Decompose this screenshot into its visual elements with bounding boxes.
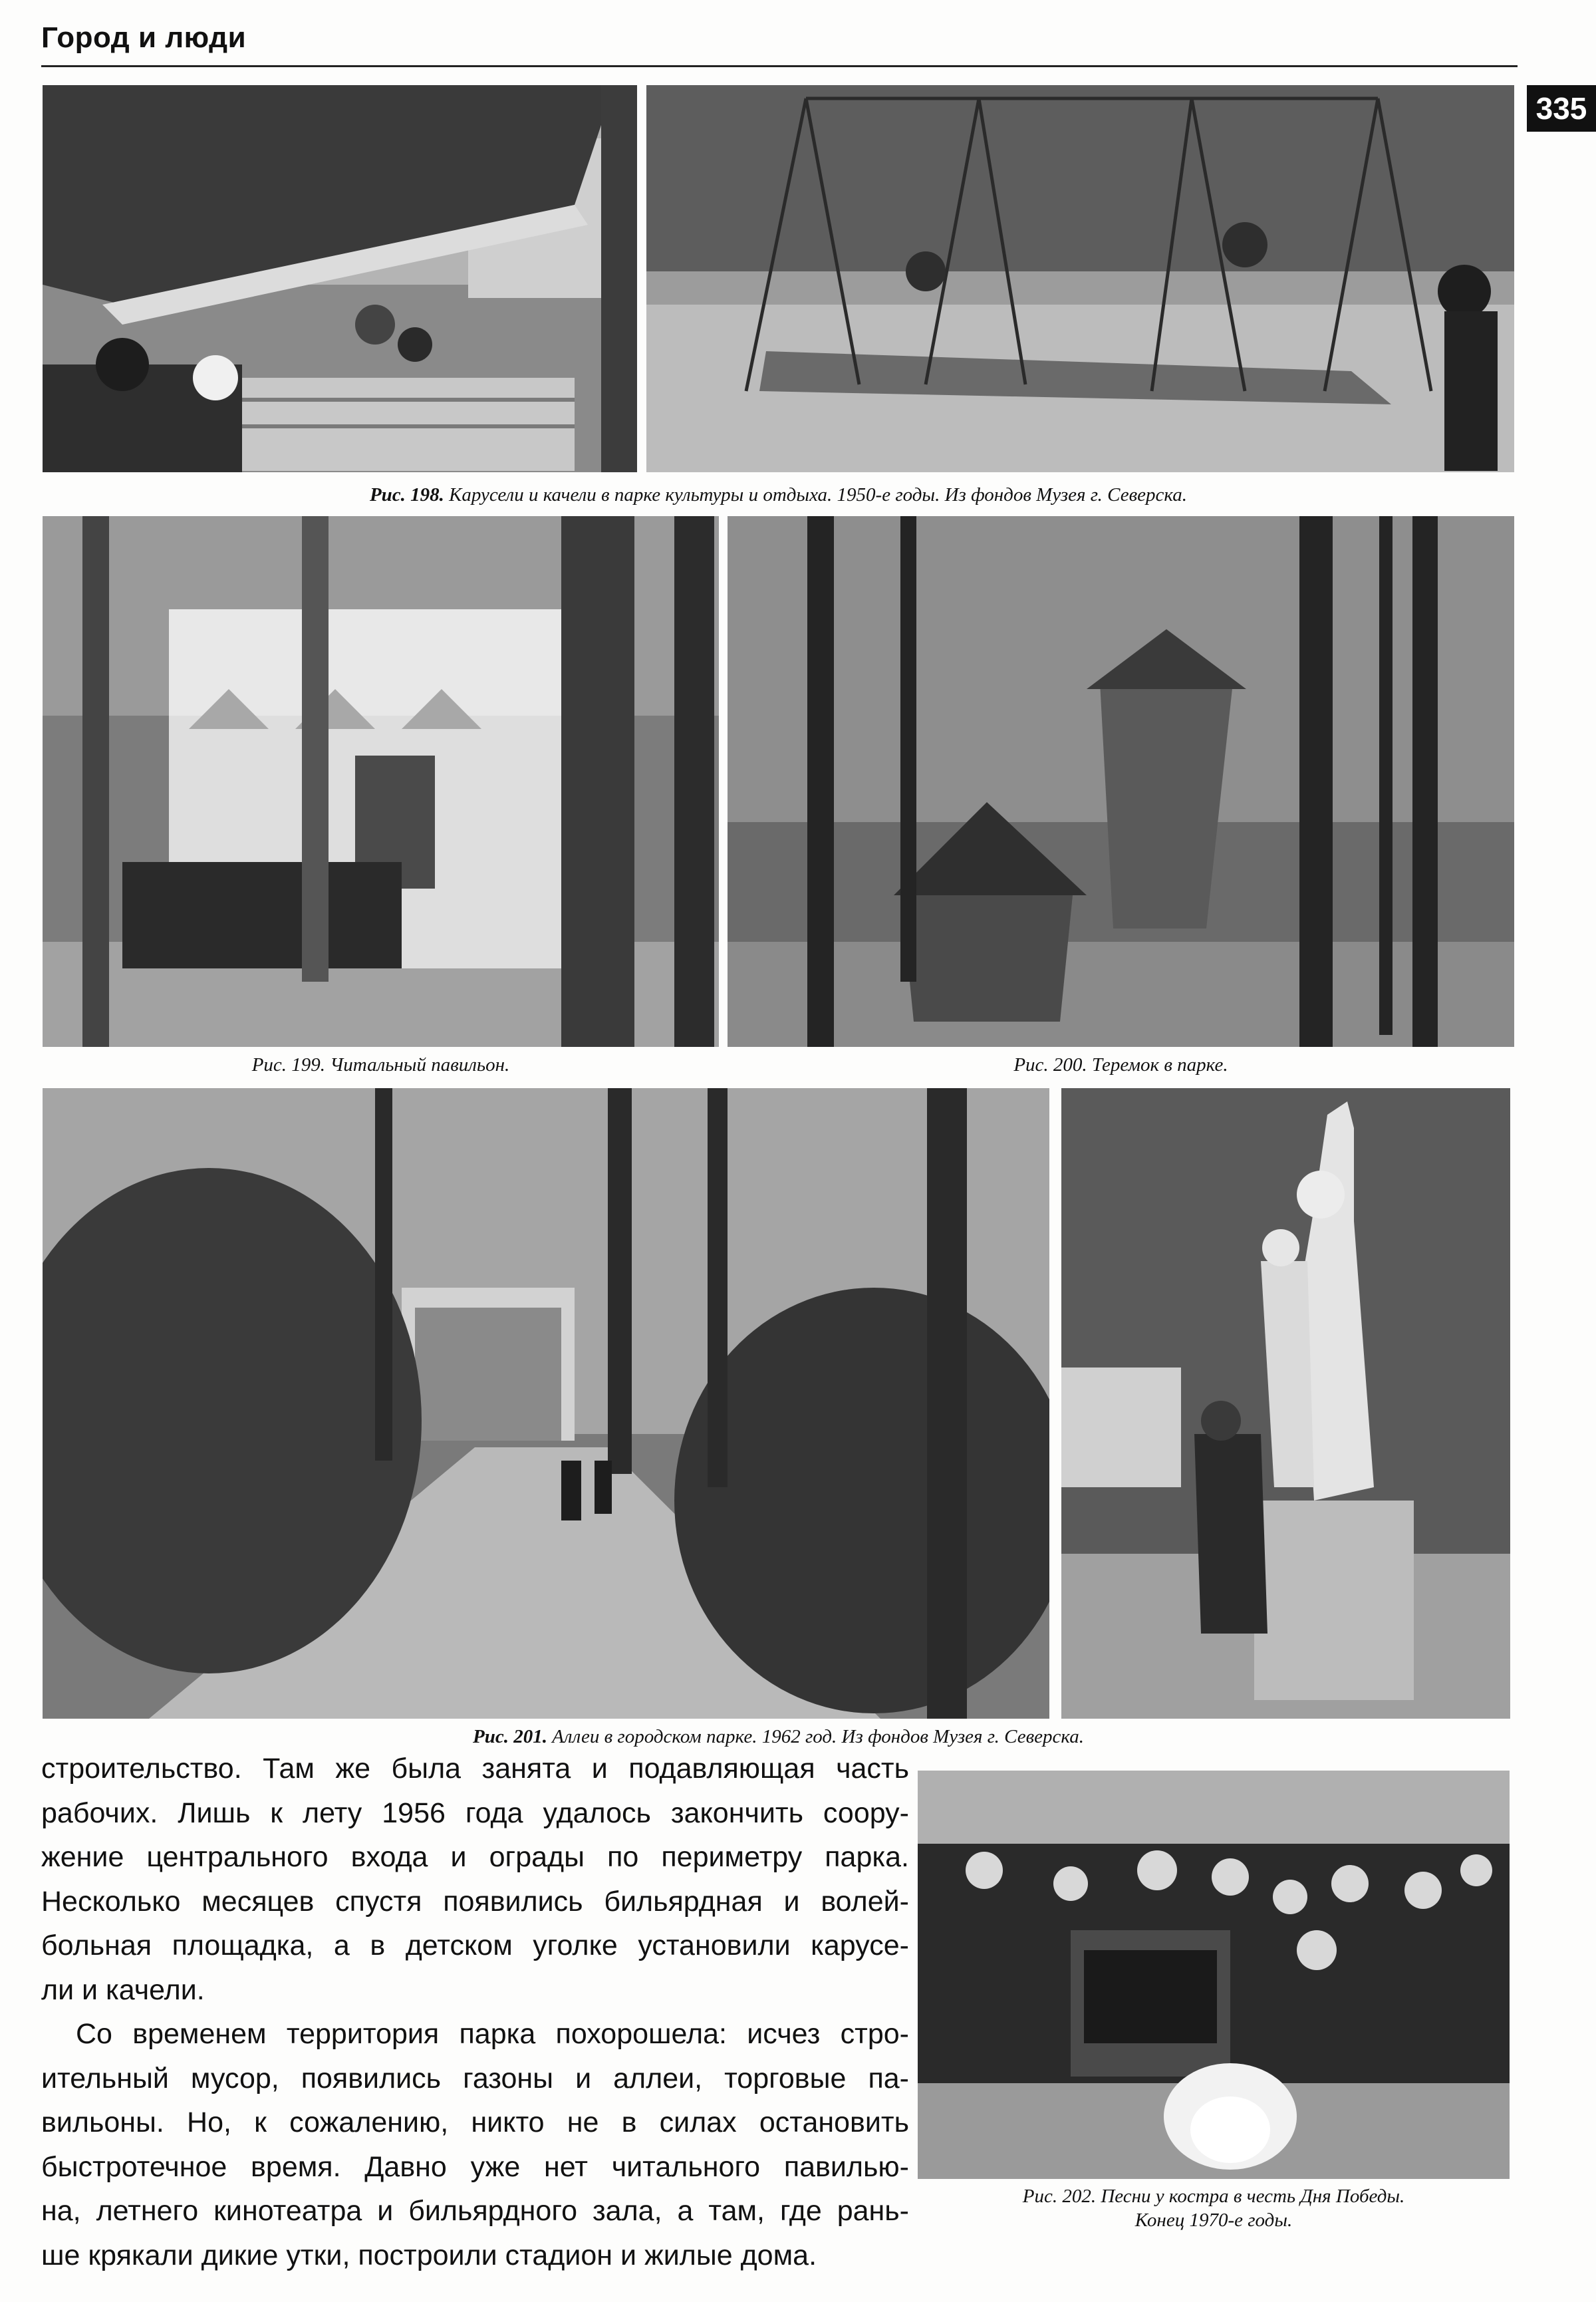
text-line: Со временем территория парка похорошела: исчез стро- <box>76 2018 909 2050</box>
text-line: быстротечное время. Давно уже нет читального павилью- <box>41 2150 909 2183</box>
running-header <box>41 12 1518 67</box>
text-line: на, летнего кинотеатра и бильярдного зала, а там, где рань- <box>41 2195 909 2227</box>
section-title: Город и люди <box>41 21 247 54</box>
body-text <box>41 1747 909 2277</box>
text-line: ли и качели. <box>41 1973 205 2006</box>
caption-fig-198 <box>43 484 1514 506</box>
text-line: ше крякали дикие утки, построили стадион и жилые дома. <box>41 2239 817 2271</box>
photo-statue <box>1061 1088 1510 1719</box>
caption-fig-201-text: Аллеи в городском парке. 1962 год. Из фондов Музея г. Северска. <box>552 1726 1084 1747</box>
caption-fig-200: Рис. 200. Теремок в парке. <box>1013 1054 1228 1076</box>
paragraph-1 <box>41 1747 909 2012</box>
caption-fig-202-line1: Рис. 202. Песни у костра в честь Дня Победы. <box>1022 2186 1405 2207</box>
text-line: Несколько месяцев спустя появились бильярдная и волей- <box>41 1885 909 1918</box>
caption-fig-201-label: Рис. 201. <box>473 1726 547 1747</box>
photo-teremok <box>728 516 1514 1047</box>
photo-reading-pavilion <box>43 516 719 1047</box>
text-line: больная площадка, а в детском уголке установили карусе- <box>41 1930 909 1961</box>
text-line: жение центрального входа и ограды по периметру парка. <box>41 1841 909 1873</box>
photo-carousel <box>43 85 637 472</box>
caption-fig-198-text: Карусели и качели в парке культуры и отдыха. 1950-е годы. Из фондов Музея г. Северска. <box>449 484 1188 505</box>
text-line: ительный мусор, появились газоны и аллеи, торговые па- <box>41 2062 909 2094</box>
text-line: рабочих. Лишь к лету 1956 года удалось закончить соору- <box>41 1797 909 1829</box>
caption-fig-202-line2: Конец 1970-е годы. <box>1134 2210 1293 2231</box>
photo-campfire <box>918 1771 1510 2179</box>
photo-swings <box>646 85 1514 472</box>
photo-park-alley <box>43 1088 1049 1719</box>
text-line: строительство. Там же была занята и подавляющая часть <box>41 1753 909 1785</box>
caption-fig-199: Рис. 199. Читальный павильон. <box>251 1054 510 1076</box>
caption-fig-198-label: Рис. 198. <box>369 484 444 505</box>
paragraph-2 <box>41 2012 909 2277</box>
text-line: вильоны. Но, к сожалению, никто не в силах остановить <box>41 2106 909 2138</box>
caption-fig-201 <box>43 1726 1514 1748</box>
page-number: 335 <box>1527 85 1596 132</box>
